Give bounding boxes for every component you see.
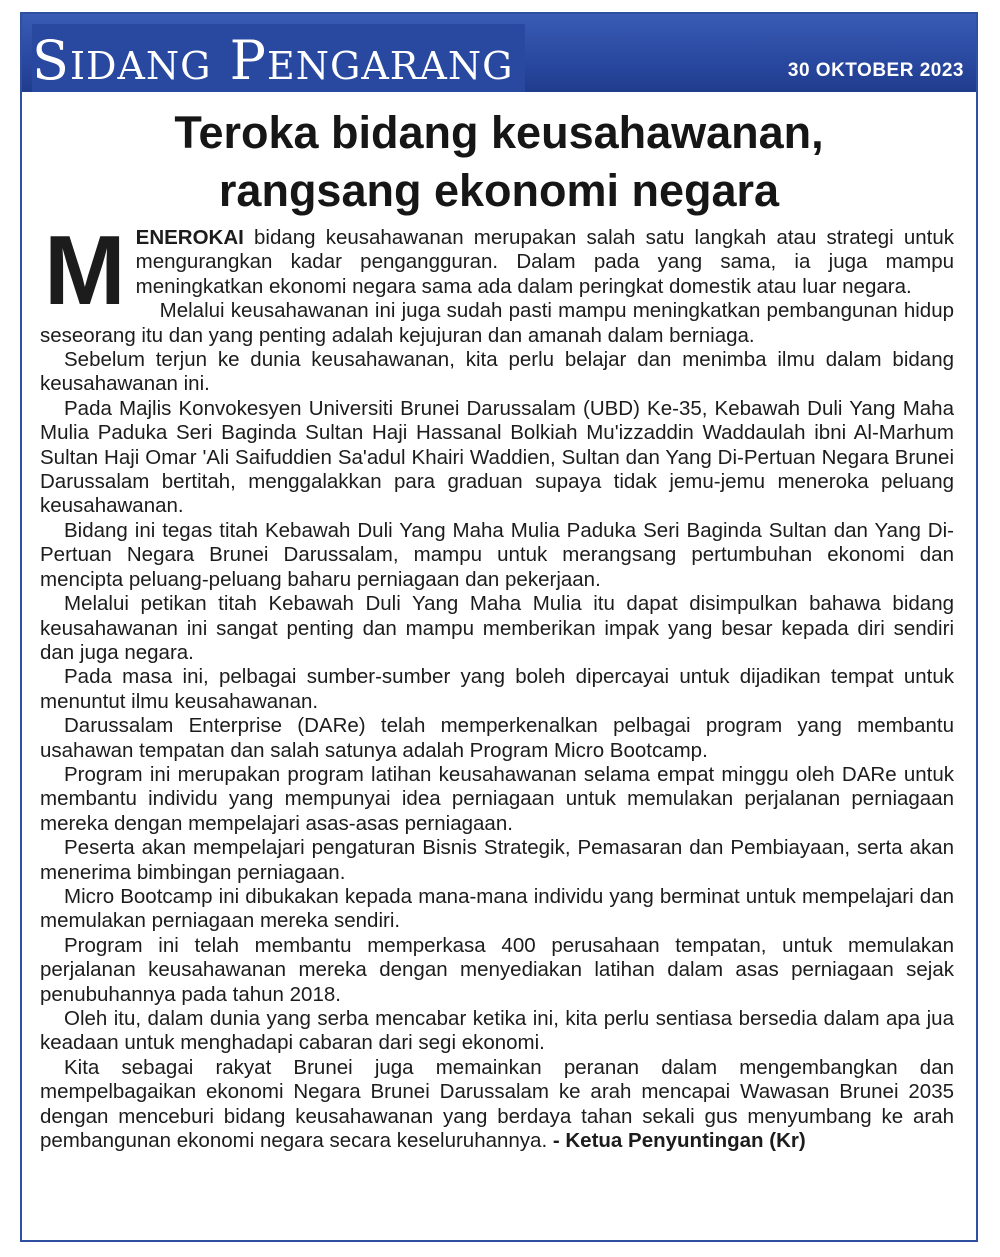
article-paragraph: Pada masa ini, pelbagai sumber-sumber yang boleh dipercayai untuk dijadikan tempat untuk menuntut ilmu keusahawanan. xyxy=(40,665,954,713)
article-paragraph: Program ini telah membantu memperkasa 400 perusahaan tempatan, untuk memulakan perjalanan keusahawanan mereka dengan menyediakan latihan dalam asas perniagaan sejak penubuhannya pada tahun 2018. xyxy=(40,933,954,1006)
paragraph-text: Kita sebagai rakyat Brunei juga memainkan peranan dalam mengembangkan dan mempelbagaikan ekonomi Negara Brunei Darussalam ke arah mencapai Wawasan Brunei 2035 dengan menceburi bidang keusahawanan yang berdaya tahan sekali gus menyumbang ke arah pembangunan ekonomi negara secara keseluruhannya. xyxy=(40,1055,954,1153)
article-paragraph: Oleh itu, dalam dunia yang serba mencabar ketika ini, kita perlu sentiasa bersedia dalam apa jua keadaan untuk menghadapi cabaran dari segi ekonomi. xyxy=(40,1007,954,1055)
drop-cap: M xyxy=(44,215,126,325)
lead-word: ENEROKAI xyxy=(135,226,244,249)
editor-signature: - Ketua Penyuntingan (Kr) xyxy=(552,1129,806,1153)
headline-line-2: rangsang ekonomi negara xyxy=(218,165,780,216)
headline-line-1: Teroka bidang keusahawanan, xyxy=(174,107,824,158)
article-paragraph: Micro Bootcamp ini dibukakan kepada mana-mana individu yang berminat untuk mempelajari dan memulakan perniagaan mereka sendiri. xyxy=(40,884,954,933)
article-paragraph: Sebelum terjun ke dunia keusahawanan, kita perlu belajar dan menimba ilmu dalam bidang keusahawanan ini. xyxy=(40,348,954,396)
article-paragraph: Melalui keusahawanan ini juga sudah pasti mampu meningkatkan pembangunan hidup seseorang itu dan yang penting adalah kejujuran dan amanah dalam berniaga. xyxy=(40,299,954,347)
headline xyxy=(42,104,956,220)
editorial-frame xyxy=(20,12,978,1242)
article-paragraph-last xyxy=(40,1056,954,1154)
header-banner xyxy=(22,14,976,92)
article-body xyxy=(40,215,954,1153)
article-paragraph: Bidang ini tegas titah Kebawah Duli Yang Maha Mulia Paduka Seri Baginda Sultan dan Yang Di-Pertuan Negara Brunei Darussalam, mampu untuk merangsang pertumbuhan ekonomi dan mencipta peluang-peluang baharu perniagaan dan pekerjaan. xyxy=(40,518,954,591)
article-paragraph: Darussalam Enterprise (DARe) telah memperkenalkan pelbagai program yang membantu usahawan tempatan dan salah satunya adalah Program Micro Bootcamp. xyxy=(40,714,954,762)
paragraph-text: bidang keusahawanan merupakan salah satu langkah atau strategi untuk mengurangkan kadar pengangguran. Dalam pada yang sama, ia juga mampu meningkatkan ekonomi negara sama ada dalam peringkat domestik atau luar negara. xyxy=(135,226,954,298)
article-paragraph: Program ini merupakan program latihan keusahawanan selama empat minggu oleh DARe untuk membantu individu yang mempunyai idea perniagaan untuk memulakan perjalanan perniagaan mereka dengan mempelajari asas-asas perniagaan. xyxy=(40,762,954,835)
publication-date: 30 OKTOBER 2023 xyxy=(787,60,964,81)
section-title: Sidang Pengarang xyxy=(32,24,525,92)
article-paragraph: Melalui petikan titah Kebawah Duli Yang Maha Mulia itu dapat disimpulkan bahawa bidang keusahawanan ini sangat penting dan mampu memberikan impak yang besar kepada diri sendiri dan juga negara. xyxy=(40,592,954,664)
article-paragraph: Pada Majlis Konvokesyen Universiti Brunei Darussalam (UBD) Ke-35, Kebawah Duli Yang Maha Mulia Paduka Seri Baginda Sultan Haji Hassanal Bolkiah Mu'izzaddin Waddaulah ibni Al-Marhum Sultan Haji Omar 'Ali Saifuddien Sa'adul Khairi Waddien, Sultan dan Yang Di-Pertuan Negara Brunei Darussalam bertitah, menggalakkan para graduan supaya tidak jemu-jemu meneroka peluang keusahawanan. xyxy=(40,396,954,518)
article-paragraph: Peserta akan mempelajari pengaturan Bisnis Strategik, Pemasaran dan Pembiayaan, serta akan menerima bimbingan perniagaan. xyxy=(40,836,954,884)
